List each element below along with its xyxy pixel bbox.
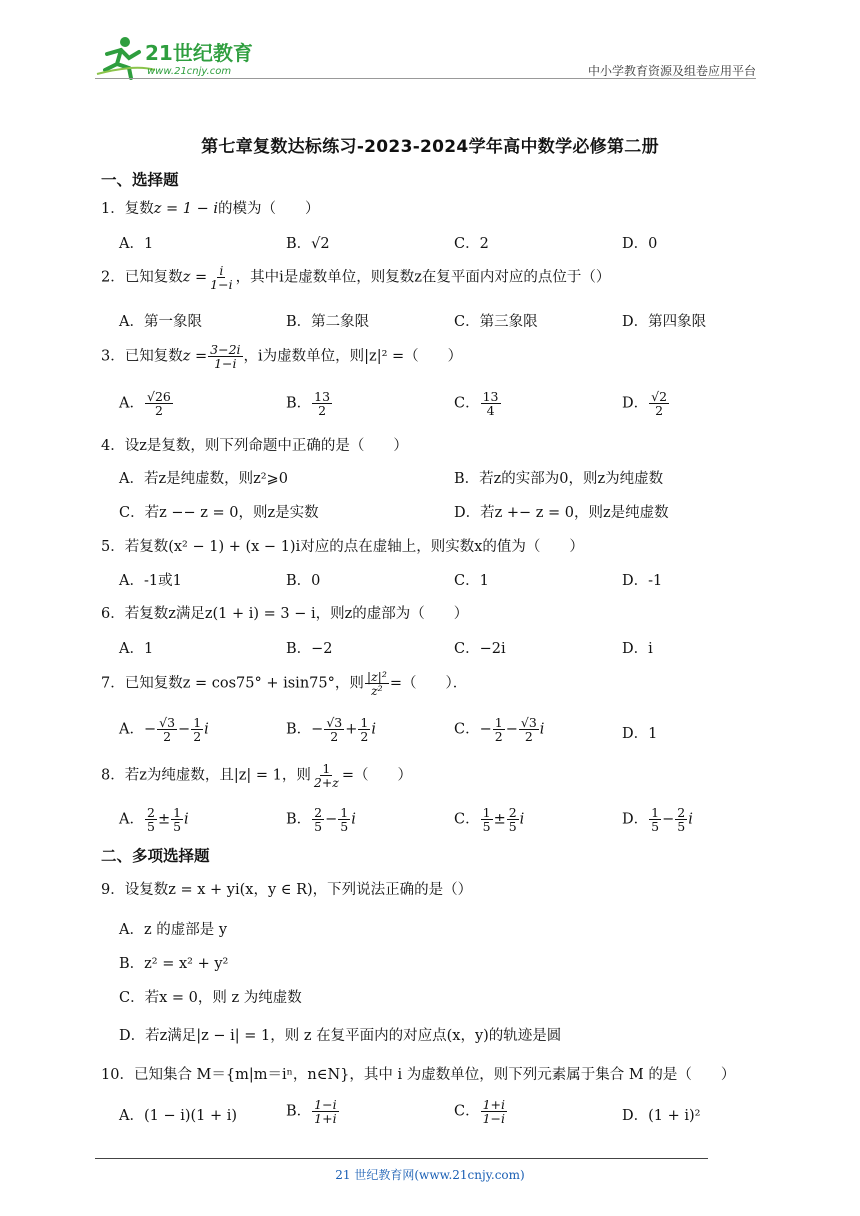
q1-post: 的模为（ ）: [217, 201, 320, 217]
question-10: 10．已知集合 M＝{m|m＝iⁿ，n∈N}，其中 i 为虚数单位，则下列元素属于集合 M 的是（ ）: [101, 1067, 736, 1083]
q3-fraction: $\frac{3-2i}{1-i}$: [210, 342, 241, 372]
footer-link[interactable]: 21 世纪教育网(www.21cnjy.com): [335, 1168, 525, 1182]
q3-option-a: A． $\frac{√26}{2}$: [119, 389, 171, 419]
q4-option-a: A．若z是纯虚数，则z²⩾0: [119, 471, 288, 487]
q5-option-a: A．-1或1: [119, 573, 182, 589]
q3-option-d: D． $\frac{√2}{2}$: [622, 389, 668, 419]
q2-option-d: D．第四象限: [622, 314, 707, 330]
runner-logo-icon: [95, 34, 265, 82]
q9-option-d: D．若z满足|z − i| = 1，则 z 在复平面内的对应点(x，y)的轨迹是圆: [119, 1028, 562, 1044]
q7-pre: 7．已知复数: [101, 675, 183, 692]
question-7: [101, 670, 467, 697]
q1-option-a: A．1: [119, 236, 154, 252]
q8-post: =（ ）: [341, 767, 413, 784]
q2-fraction: $\frac{i}{1-i}$: [210, 263, 233, 293]
q7-option-b: B．− $\frac{√3}{2}$ + $\frac{1}{2}$ i: [286, 715, 376, 745]
header-divider: [95, 78, 756, 79]
q6-option-b: B．−2: [286, 641, 333, 657]
q10-option-d: D．(1 + i)²: [622, 1108, 701, 1124]
q4-option-b: B．若z的实部为0，则z为纯虚数: [454, 471, 664, 487]
q8-option-b: B． $\frac{2}{5}$ − $\frac{1}{5}$ i: [286, 805, 356, 835]
q5-option-b: B．0: [286, 573, 321, 589]
q2-option-b: B．第二象限: [286, 314, 370, 330]
q9-option-a: A．z 的虚部是 y: [119, 922, 228, 938]
q9-option-b: B．z² = x² + y²: [119, 956, 229, 972]
q1-pre: 1．复数: [101, 201, 154, 217]
q3-option-c: C． $\frac{13}{4}$: [454, 389, 499, 419]
question-8: [101, 762, 412, 789]
q1-expr: z = 1 − i: [153, 201, 218, 217]
question-6: 6．若复数z满足z(1 + i) = 3 − i，则z的虚部为（ ）: [101, 606, 469, 622]
q4-option-c: C．若z −− z = 0，则z是实数: [119, 505, 319, 521]
q7-option-d: D．1: [622, 726, 658, 742]
question-3: 3．已知复数z = $\frac{3-2i}{1-i}$ ，i为虚数单位，则|z|² =（ ）: [101, 342, 463, 372]
q8-option-c: C． $\frac{1}{5}$ ± $\frac{2}{5}$ i: [454, 805, 525, 835]
footer-divider: [95, 1158, 708, 1159]
q3-pre: 3．已知复数: [101, 348, 183, 365]
header-tagline: 中小学教育资源及组卷应用平台: [587, 64, 756, 78]
logo-text: 21世纪教育: [145, 41, 253, 65]
q7-option-c: C．− $\frac{1}{2}$ − $\frac{√3}{2}$ i: [454, 715, 545, 745]
section-heading-multi: 二、多项选择题: [101, 847, 210, 865]
q5-option-d: D．-1: [622, 573, 663, 589]
logo-url: www.21cnjy.com: [147, 66, 232, 77]
q1-option-d: D．0: [622, 236, 658, 252]
q7-mid: z = cos75° + isin75°，则: [182, 675, 364, 692]
q6-option-d: D．i: [622, 641, 653, 657]
q4-option-d: D．若z +− z = 0，则z是纯虚数: [454, 505, 669, 521]
section-heading-choice: 一、选择题: [101, 171, 179, 189]
q1-option-b: B．√2: [286, 236, 330, 252]
question-2: 2．已知复数z = $\frac{i}{1-i}$ ，其中i是虚数单位，则复数z在复平面内对应的点位于（）: [101, 263, 611, 293]
q10-option-b: B． $\frac{1-i}{1+i}$: [286, 1097, 337, 1127]
q7-post: =（ ）．: [389, 675, 468, 692]
q10-option-a: A．(1 − i)(1 + i): [119, 1108, 238, 1124]
question-4: 4．设z是复数，则下列命题中正确的是（ ）: [101, 438, 408, 454]
question-5: 5．若复数(x² − 1) + (x − 1)i对应的点在虚轴上，则实数x的值为（ ）: [101, 539, 584, 555]
q2-option-a: A．第一象限: [119, 314, 202, 330]
q3-option-b: B． $\frac{13}{2}$: [286, 389, 331, 419]
q3-post: ，i为虚数单位，则|z|² =（ ）: [243, 348, 463, 365]
q2-post: ，其中i是虚数单位，则复数z在复平面内对应的点位于（）: [235, 269, 611, 286]
q6-option-c: C．−2i: [454, 641, 506, 657]
site-logo: [95, 34, 265, 82]
q9-option-c: C．若x = 0，则 z 为纯虚数: [119, 990, 302, 1006]
page-title: 第七章复数达标练习-2023-2024学年高中数学必修第二册: [201, 137, 659, 157]
q2-option-c: C．第三象限: [454, 314, 538, 330]
q8-pre: 8．若z为纯虚数，且|z| = 1，则: [101, 767, 311, 784]
q7-fraction: $\frac{\text{|z|²}}{\text{z²}}$: [366, 669, 387, 699]
q10-option-c: C． $\frac{1+i}{1-i}$: [454, 1097, 506, 1127]
question-1: [101, 197, 319, 218]
q8-fraction: $\frac{1}{2+z}$: [313, 761, 339, 791]
q7-option-a: A．− $\frac{√3}{2}$ − $\frac{1}{2}$ i: [119, 715, 209, 745]
q1-option-c: C．2: [454, 236, 489, 252]
q8-option-a: A． $\frac{2}{5}$ ± $\frac{1}{5}$ i: [119, 805, 189, 835]
q2-pre: 2．已知复数: [101, 269, 183, 286]
q8-option-d: D． $\frac{1}{5}$ − $\frac{2}{5}$ i: [622, 805, 693, 835]
question-9: 9．设复数z = x + yi(x，y ∈ R)，下列说法正确的是（）: [101, 882, 473, 898]
q6-option-a: A．1: [119, 641, 154, 657]
q5-option-c: C．1: [454, 573, 489, 589]
